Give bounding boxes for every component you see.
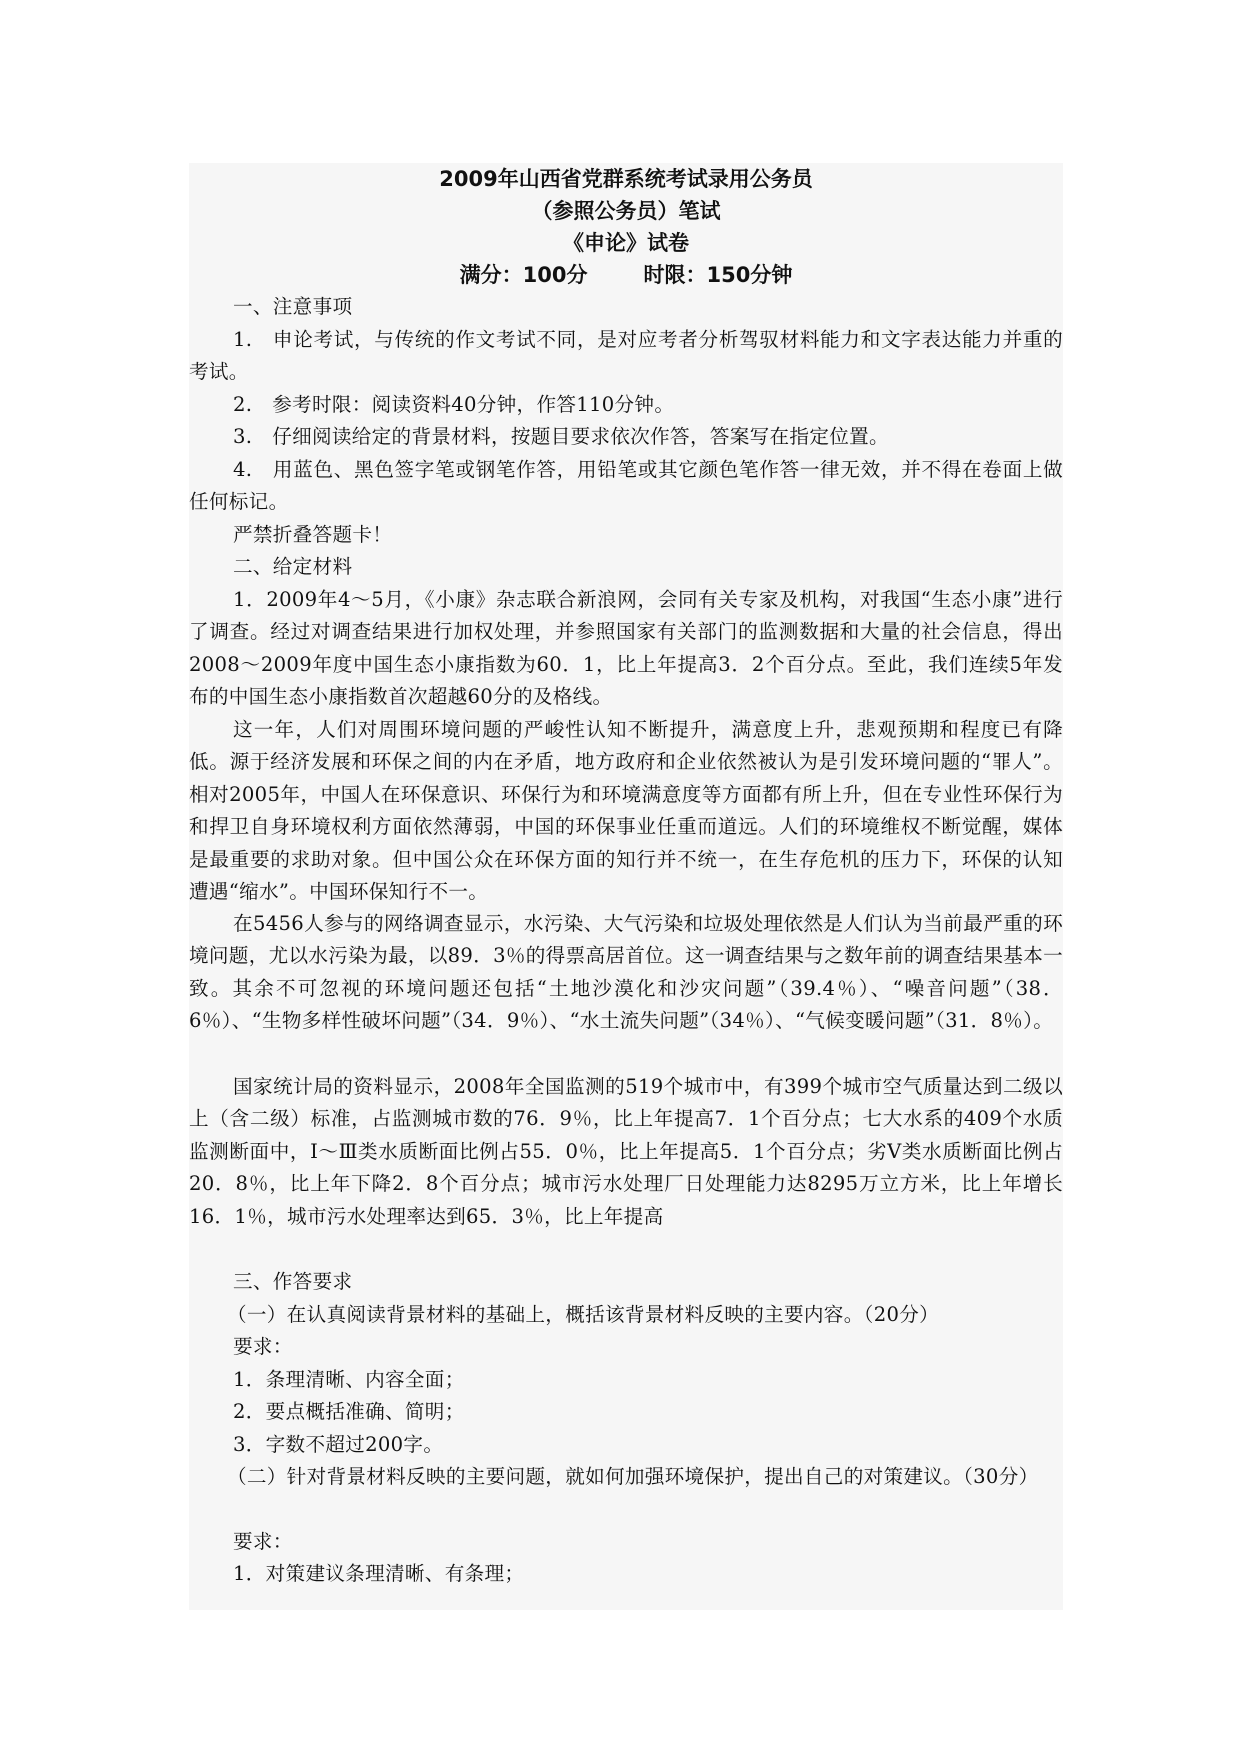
question-2: （二）针对背景材料反映的主要问题，就如何加强环境保护，提出自己的对策建议。（30分） [227,1465,1039,1488]
score-time-line [189,259,1063,291]
warning-text: 严禁折叠答题卡！ [233,523,393,546]
exam-paper-name: 《申论》试卷 [563,231,689,255]
question-1: （一）在认真阅读背景材料的基础上，概括该背景材料反映的主要内容。（20分） [227,1303,940,1326]
time-limit: 时限：150分钟 [643,263,793,287]
question-1-requirement-2: 2．要点概括准确、简明； [233,1400,465,1423]
material-paragraph-3: 在5456人参与的网络调查显示，水污染、大气污染和垃圾处理依然是人们认为当前最严重的环境问题，尤以水污染为最，以89．3％的得票高居首位。这一调查结果与之数年前的调查结果基本一致。其余不可忽视的环境问题还包括“土地沙漠化和沙灾问题”（39.4％）、“噪音问题”（38．6％）、“生物多样性破坏问题”（34．9％）、“水土流失问题”（34％）、“气候变暖问题”（31．8％）。 [189,912,1063,1033]
material-paragraph-1: 1．2009年4～5月，《小康》杂志联合新浪网，会同有关专家及机构，对我国“生态小康”进行了调查。经过对调查结果进行加权处理，并参照国家有关部门的监测数据和大量的社会信息，得出2008～2009年度中国生态小康指数为60．1，比上年提高3．2个百分点。至此，我们连续5年发布的中国生态小康指数首次超越60分的及格线。 [189,588,1063,709]
question-1-requirement-3: 3．字数不超过200字。 [233,1433,444,1456]
section-heading-notes: 一、注意事项 [233,295,353,318]
document-title: 2009年山西省党群系统考试录用公务员 [439,167,813,191]
note-item-4: 4. 用蓝色、黑色签字笔或钢笔作答，用铅笔或其它颜色笔作答一律无效，并不得在卷面上做任何标记。 [189,458,1063,514]
material-paragraph-4: 国家统计局的资料显示，2008年全国监测的519个城市中，有399个城市空气质量达到二级以上（含二级）标准，占监测城市数的76．9％，比上年提高7．1个百分点；七大水系的409个水质监测断面中，Ⅰ～Ⅲ类水质断面比例占55．0％，比上年提高5．1个百分点；劣Ⅴ类水质断面比例占20．8％，比上年下降2．8个百分点；城市污水处理厂日处理能力达8295万立方米，比上年增长16．1％，城市污水处理率达到65．3％，比上年提高 [189,1075,1063,1228]
question-1-requirements-label: 要求： [233,1335,293,1358]
full-score: 满分：100分 [459,263,588,287]
note-item-2: 2. 参考时限：阅读资料40分钟，作答110分钟。 [233,393,675,416]
question-1-requirement-1: 1．条理清晰、内容全面； [233,1368,465,1391]
question-2-requirements-label: 要求： [233,1530,293,1553]
note-item-3: 3. 仔细阅读给定的背景材料，按题目要求依次作答，答案写在指定位置。 [233,425,889,448]
section-heading-materials: 二、给定材料 [233,555,353,578]
material-paragraph-2: 这一年，人们对周围环境问题的严峻性认知不断提升，满意度上升，悲观预期和程度已有降低。源于经济发展和环保之间的内在矛盾，地方政府和企业依然被认为是引发环境问题的“罪人”。相对2005年，中国人在环保意识、环保行为和环境满意度等方面都有所上升，但在专业性环保行为和捍卫自身环境权利方面依然薄弱，中国的环保事业任重而道远。人们的环境维权不断觉醒，媒体是最重要的求助对象。但中国公众在环保方面的知行并不统一，在生存危机的压力下，环保的认知遭遇“缩水”。中国环保知行不一。 [189,718,1063,904]
section-heading-requirements: 三、作答要求 [233,1270,353,1293]
question-2-requirement-1: 1．对策建议条理清晰、有条理； [233,1562,525,1585]
document-subtitle: （参照公务员）笔试 [531,199,721,223]
note-item-1: 1. 申论考试，与传统的作文考试不同，是对应考者分析驾驭材料能力和文字表达能力并重的考试。 [189,328,1063,384]
